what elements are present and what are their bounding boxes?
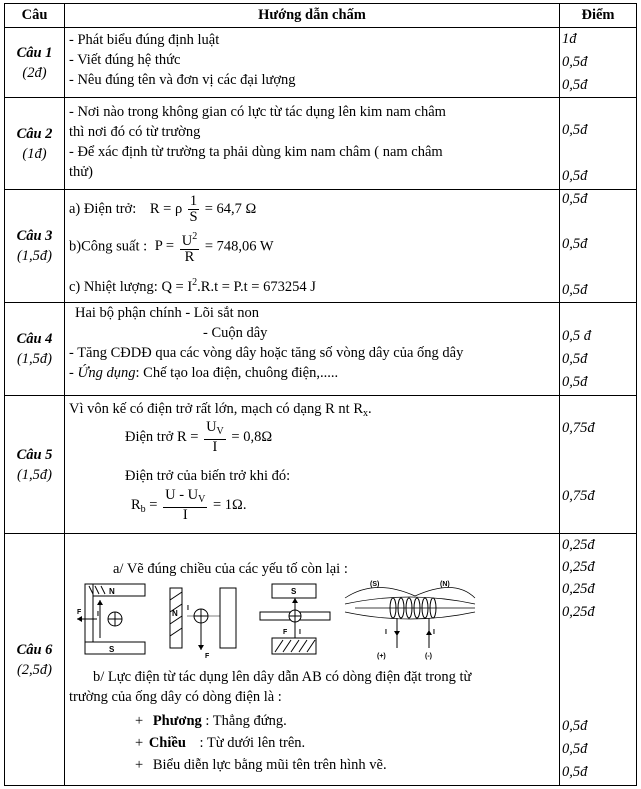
q6-sense-value: : Từ dưới lên trên. <box>199 735 306 751</box>
q6-label <box>5 534 65 786</box>
row-q3 <box>5 190 637 303</box>
row-q6 <box>5 534 637 786</box>
q2-line-2: thì nơi đó có từ trường <box>69 124 201 140</box>
header-row <box>5 4 637 28</box>
q5-l1-main: Vì vôn kế có điện trở rất lớn, mạch có dạng R nt R <box>69 401 363 417</box>
q1-guide <box>65 28 560 98</box>
q6-b-line-1: b/ Lực điện từ tác dụng lên dây dẫn AB có dòng điện đặt trong từ <box>93 669 472 685</box>
q6-score-1: 0,25đ <box>562 537 595 553</box>
q3-c-sup: 2 <box>192 277 198 288</box>
q6-bullet-1: + <box>135 713 144 729</box>
q2-scores <box>560 98 637 190</box>
fig3-s: S <box>291 587 297 596</box>
row-q4 <box>5 303 637 396</box>
q6-name: Câu 6 <box>16 641 53 658</box>
q6-score-3: 0,25đ <box>562 581 595 597</box>
q1-score-1: 1đ <box>562 31 577 47</box>
q3-a-den: S <box>189 209 198 225</box>
q5-l4-lhs-sub: b <box>140 503 146 515</box>
q4-line-1: Hai bộ phận chính - Lõi sắt non <box>75 305 260 321</box>
q5-l2-lhs: Điện trở R = <box>125 428 199 445</box>
q5-score-1: 0,75đ <box>562 420 595 436</box>
fig2-f: F <box>205 653 210 660</box>
q4-points: (1,5đ) <box>16 351 53 367</box>
q5-scores <box>560 396 637 534</box>
q4-line-2: - Cuộn dây <box>203 325 268 341</box>
q3-b-lhs: P = <box>154 238 175 255</box>
row-q1 <box>5 28 637 98</box>
q4-l4-prefix: - <box>69 365 78 381</box>
fig1-s: S <box>109 645 115 654</box>
q5-score-2: 0,75đ <box>562 488 595 504</box>
q1-score-2: 0,5đ <box>562 54 588 70</box>
q5-l1-end: . <box>368 401 372 417</box>
fig2-n: N <box>172 609 178 618</box>
q5-l4-rhs: = 1Ω. <box>213 496 247 513</box>
q5-label <box>5 396 65 534</box>
q2-line-1: - Nơi nào trong không gian có lực từ tác dụng lên kim nam châm <box>69 104 446 120</box>
q5-l2-fraction <box>204 420 226 455</box>
q3-score-1: 0,5đ <box>562 191 588 207</box>
q5-l4-lhs: R <box>131 496 141 513</box>
q6-b-direction <box>135 711 287 731</box>
q3-b-sup: 2 <box>192 231 198 242</box>
q3-c-label: c) Nhiệt lượng: Q = I <box>69 279 193 295</box>
q3-part-c <box>69 273 316 297</box>
q2-score-1: 0,5đ <box>562 122 588 138</box>
q6-scores <box>560 534 637 786</box>
q5-points: (1,5đ) <box>16 466 53 483</box>
q4-score-2: 0,5đ <box>562 351 588 367</box>
q3-score-2: 0,5đ <box>562 236 588 252</box>
q6-guide <box>65 534 560 786</box>
q3-b-rhs: = 748,06 W <box>204 238 274 255</box>
q3-a-lhs: R = ρ <box>149 200 183 217</box>
q3-scores <box>560 190 637 303</box>
fig4-s: (S) <box>370 581 380 588</box>
q1-name: Câu 1 <box>16 44 53 61</box>
header-score: Điểm <box>560 4 637 28</box>
fig4-i-right: I <box>433 629 435 636</box>
q6-b-line-2: trường của ống dây có dòng điện là : <box>69 689 282 705</box>
q5-l4-fraction <box>163 488 207 523</box>
fig4-n: (N) <box>440 581 450 588</box>
q6-draw-text: Biểu diễn lực bằng mũi tên trên hình vẽ. <box>152 757 387 773</box>
fig4-i-left: I <box>385 629 387 636</box>
q6-b-draw <box>135 755 387 775</box>
q2-line-3: - Để xác định từ trường ta phải dùng kim nam châm ( nam châm <box>69 144 443 160</box>
q4-line-3: - Tăng CĐDĐ qua các vòng dây hoặc tăng số vòng dây của ống dây <box>69 345 464 361</box>
figure-3-magnet <box>260 584 330 654</box>
q6-score-7: 0,5đ <box>562 764 588 780</box>
q3-points: (1,5đ) <box>16 248 53 264</box>
q6-dir-label: Phương <box>152 713 202 729</box>
grading-table <box>4 3 637 786</box>
row-q5 <box>5 396 637 534</box>
q3-a-fraction <box>188 194 199 225</box>
q3-a-rhs: = 64,7 Ω <box>204 200 257 217</box>
q6-score-6: 0,5đ <box>562 741 588 757</box>
q6-part-a: a/ Vẽ đúng chiều của các yếu tố còn lại : <box>113 561 348 577</box>
q3-part-b <box>69 229 274 265</box>
q4-name: Câu 4 <box>16 331 53 347</box>
q5-l4-num: U - U <box>165 487 199 503</box>
q5-l2-num-sub: V <box>216 426 224 437</box>
q6-sense-label: Chiều <box>148 735 186 751</box>
q5-l4-den: I <box>182 507 188 523</box>
q4-l4-italic: Ứng dụng <box>77 365 136 381</box>
q3-score-3: 0,5đ <box>562 282 588 298</box>
q1-scores <box>560 28 637 98</box>
fig1-n: N <box>109 587 115 596</box>
q6-bullet-2: + <box>135 735 144 751</box>
q3-b-den: R <box>184 249 195 265</box>
q4-guide <box>65 303 560 396</box>
figure-2-magnet <box>170 588 236 660</box>
q3-b-label: b)Công suất : <box>69 238 148 255</box>
fig3-f: F <box>283 629 288 636</box>
q5-l2-num: U <box>206 419 217 435</box>
q4-label <box>5 303 65 396</box>
q1-score-3: 0,5đ <box>562 77 588 93</box>
q2-guide <box>65 98 560 190</box>
q6-figures <box>75 578 555 662</box>
header-guide: Hướng dẫn chấm <box>65 4 560 28</box>
q1-line-1: - Phát biểu đúng định luật <box>69 32 220 48</box>
figure-4-solenoid <box>345 581 475 660</box>
q2-points: (1đ) <box>22 145 47 162</box>
q6-dir-value: : Thẳng đứng. <box>205 713 287 729</box>
q2-line-4: thử) <box>69 164 93 180</box>
fig4-minus: (-) <box>425 653 432 660</box>
q5-name: Câu 5 <box>16 446 53 463</box>
q5-line-3: Điện trở của biến trở khi đó: <box>125 468 291 484</box>
q3-label <box>5 190 65 303</box>
fig1-f: F <box>77 609 82 616</box>
q6-points: (2,5đ) <box>16 661 53 678</box>
q3-part-a <box>69 194 256 225</box>
q3-name: Câu 3 <box>16 228 53 244</box>
fig2-i: I <box>187 605 189 612</box>
q1-line-2: - Viết đúng hệ thức <box>69 52 181 68</box>
q4-line-4 <box>69 363 555 383</box>
q4-scores <box>560 303 637 396</box>
q4-l4-rest: : Chế tạo loa điện, chuông điện,..... <box>135 365 339 381</box>
q4-score-1: 0,5 đ <box>562 328 591 344</box>
q3-b-num: U <box>181 233 193 249</box>
fig3-i: I <box>299 629 301 636</box>
q6-b-sense <box>135 733 305 753</box>
q6-score-5: 0,5đ <box>562 718 588 734</box>
q1-label <box>5 28 65 98</box>
q2-label <box>5 98 65 190</box>
q6-bullet-3: + <box>135 757 144 773</box>
row-q2 <box>5 98 637 190</box>
q5-l2-rhs: = 0,8Ω <box>231 428 273 445</box>
q5-l1-sub: x <box>363 408 368 419</box>
figure-1-magnet <box>77 584 145 654</box>
q5-guide <box>65 396 560 534</box>
fig1-i: I <box>97 611 99 618</box>
q5-l4-num-sub: V <box>198 494 206 505</box>
q1-line-3: - Nêu đúng tên và đơn vị các đại lượng <box>69 72 296 88</box>
q3-a-num: 1 <box>189 193 198 209</box>
header-question: Câu <box>5 4 65 28</box>
q5-l2-den: I <box>212 439 218 455</box>
q6-score-4: 0,25đ <box>562 604 595 620</box>
q2-name: Câu 2 <box>16 125 53 142</box>
q5-line-4 <box>131 488 246 523</box>
q3-c-rest: .R.t = P.t = 673254 J <box>197 279 316 295</box>
q3-a-label: a) Điện trở: <box>69 200 137 217</box>
q4-score-3: 0,5đ <box>562 374 588 390</box>
q5-line-2 <box>125 420 272 455</box>
q2-score-2: 0,5đ <box>562 168 588 184</box>
q3-guide <box>65 190 560 303</box>
q1-points: (2đ) <box>22 64 47 81</box>
q3-b-fraction <box>180 229 199 265</box>
q6-score-2: 0,25đ <box>562 559 595 575</box>
q5-l4-eq: = <box>149 496 158 513</box>
fig4-plus: (+) <box>377 653 386 660</box>
